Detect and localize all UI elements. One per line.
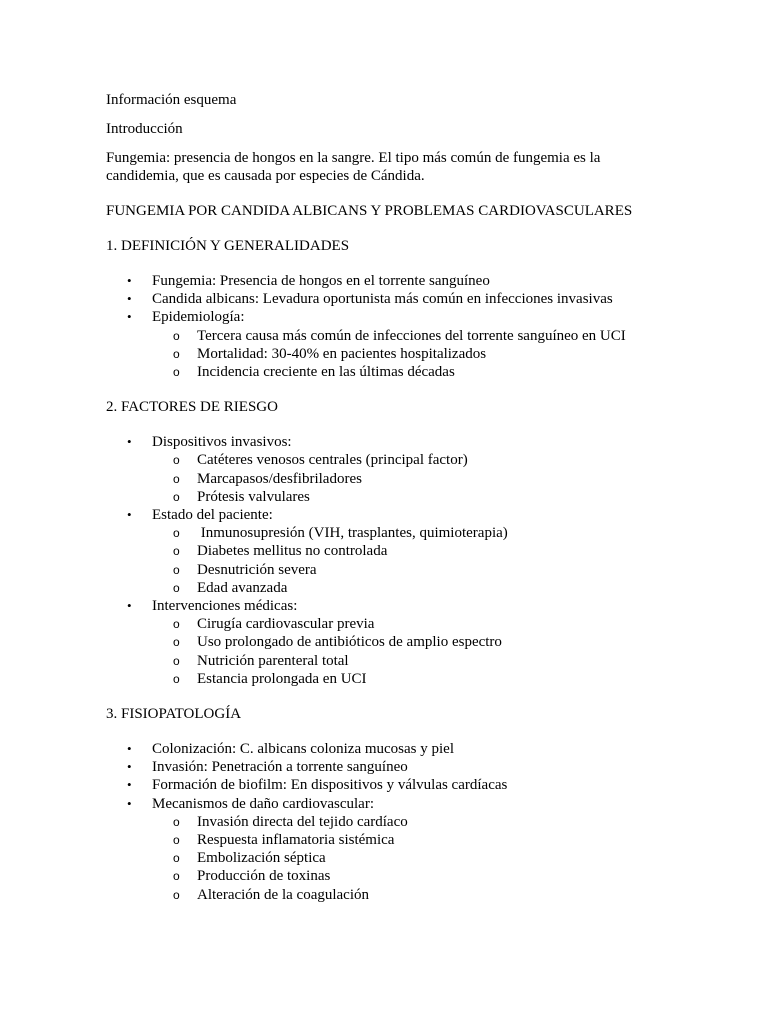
sub-list-item-text: Nutrición parenteral total xyxy=(197,652,349,669)
sub-list-item-text: Desnutrición severa xyxy=(197,561,317,578)
bullet-list xyxy=(106,272,768,381)
bullet-icon: • xyxy=(127,598,132,614)
sub-bullet-icon: o xyxy=(173,653,180,668)
sub-bullet-icon: o xyxy=(173,365,180,380)
sub-bullet-icon: o xyxy=(173,526,180,541)
sub-bullet-icon: o xyxy=(173,814,180,829)
sub-bullet-list xyxy=(152,451,768,506)
sub-bullet-icon: o xyxy=(173,887,180,902)
sub-list-item xyxy=(152,670,768,688)
sub-list-item-text: Producción de toxinas xyxy=(197,868,331,885)
list-item-text: Intervenciones médicas: xyxy=(152,598,298,615)
list-item xyxy=(106,597,768,688)
section-heading: 2. FACTORES DE RIESGO xyxy=(106,399,278,416)
sub-list-item xyxy=(152,345,768,363)
sub-list-item xyxy=(152,524,768,542)
main-title: FUNGEMIA POR CANDIDA ALBICANS Y PROBLEMAS CARDIOVASCULARES xyxy=(106,203,633,219)
sub-list-item xyxy=(152,470,768,488)
sub-list-item xyxy=(152,886,768,904)
list-item xyxy=(106,758,768,776)
sub-bullet-icon: o xyxy=(173,328,180,343)
sub-list-item-text: Invasión directa del tejido cardíaco xyxy=(197,813,408,830)
sub-list-item-text: Incidencia creciente en las últimas décadas xyxy=(197,364,455,381)
sub-bullet-icon: o xyxy=(173,346,180,361)
list-item xyxy=(106,795,768,904)
intro-heading: Introducción xyxy=(106,121,183,137)
list-item-text: Candida albicans: Levadura oportunista más común en infecciones invasivas xyxy=(152,291,613,308)
sub-list-item xyxy=(152,652,768,670)
sub-bullet-icon: o xyxy=(173,869,180,884)
list-item-text: Estado del paciente: xyxy=(152,507,273,524)
bullet-list xyxy=(106,740,768,904)
list-item xyxy=(106,506,768,597)
sub-list-item xyxy=(152,831,768,849)
sub-list-item-text: Marcapasos/desfibriladores xyxy=(197,470,362,487)
list-item-text: Colonización: C. albicans coloniza mucosas y piel xyxy=(152,741,455,758)
sub-bullet-icon: o xyxy=(173,617,180,632)
bullet-icon: • xyxy=(127,434,132,450)
sub-list-item xyxy=(152,488,768,506)
list-item-text: Formación de biofilm: En dispositivos y válvulas cardíacas xyxy=(152,777,508,794)
list-item-text: Invasión: Penetración a torrente sanguíneo xyxy=(152,759,408,776)
sub-bullet-list xyxy=(152,524,768,597)
sub-list-item xyxy=(152,451,768,469)
list-item-text: Mecanismos de daño cardiovascular: xyxy=(152,795,375,812)
bullet-icon: • xyxy=(127,507,132,523)
sub-list-item xyxy=(152,561,768,579)
sub-bullet-icon: o xyxy=(173,562,180,577)
intro-paragraph xyxy=(106,149,626,185)
intro-text: presencia de hongos en la sangre. El tipo más común de fungemia es la candidemia, que es causada por especies de Cándida. xyxy=(106,150,601,184)
sub-list-item xyxy=(152,327,768,345)
sub-bullet-icon: o xyxy=(173,489,180,504)
sub-list-item xyxy=(152,363,768,381)
sub-bullet-list xyxy=(152,813,768,904)
sub-list-item-text: Inmunosupresión (VIH, trasplantes, quimioterapia) xyxy=(197,525,508,542)
list-item-text: Fungemia: Presencia de hongos en el torrente sanguíneo xyxy=(152,273,490,289)
sub-list-item-text: Mortalidad: 30-40% en pacientes hospitalizados xyxy=(197,345,487,362)
sub-bullet-list xyxy=(152,327,768,382)
bullet-icon: • xyxy=(127,291,132,307)
sub-list-item-text: Tercera causa más común de infecciones del torrente sanguíneo en UCI xyxy=(197,327,626,344)
list-item xyxy=(106,272,768,290)
sub-list-item xyxy=(152,633,768,651)
sub-bullet-icon: o xyxy=(173,833,180,848)
sub-bullet-icon: o xyxy=(173,635,180,650)
sub-bullet-icon: o xyxy=(173,580,180,595)
sub-bullet-list xyxy=(152,615,768,688)
sub-bullet-icon: o xyxy=(173,544,180,559)
sub-list-item xyxy=(152,579,768,597)
sub-list-item xyxy=(152,867,768,885)
sub-bullet-icon: o xyxy=(173,851,180,866)
list-item xyxy=(106,433,768,506)
list-item xyxy=(106,290,768,308)
bullet-list xyxy=(106,433,768,688)
sub-list-item-text: Edad avanzada xyxy=(197,579,288,596)
sub-list-item-text: Uso prolongado de antibióticos de amplio espectro xyxy=(197,634,502,651)
sub-bullet-icon: o xyxy=(173,453,180,468)
header-title: Información esquema xyxy=(106,92,237,108)
sub-list-item-text: Diabetes mellitus no controlada xyxy=(197,543,388,560)
sub-list-item-text: Prótesis valvulares xyxy=(197,488,310,505)
sub-list-item-text: Cirugía cardiovascular previa xyxy=(197,616,375,633)
sub-bullet-icon: o xyxy=(173,471,180,486)
list-item xyxy=(106,776,768,794)
list-item xyxy=(106,740,768,758)
sub-bullet-icon: o xyxy=(173,671,180,686)
list-item xyxy=(106,308,768,381)
intro-term: Fungemia: xyxy=(106,150,171,166)
sub-list-item-text: Estancia prolongada en UCI xyxy=(197,670,367,687)
bullet-icon: • xyxy=(127,795,132,811)
sub-list-item-text: Catéteres venosos centrales (principal factor) xyxy=(197,452,468,469)
bullet-icon: • xyxy=(127,777,132,793)
sections-container xyxy=(106,237,768,904)
bullet-icon: • xyxy=(127,759,132,775)
section-heading: 3. FISIOPATOLOGÍA xyxy=(106,706,242,723)
sub-list-item xyxy=(152,849,768,867)
sub-list-item-text: Respuesta inflamatoria sistémica xyxy=(197,832,395,849)
list-item-text: Epidemiología: xyxy=(152,309,245,326)
bullet-icon: • xyxy=(127,309,132,325)
bullet-icon: • xyxy=(127,273,132,288)
sub-list-item xyxy=(152,542,768,560)
sub-list-item xyxy=(152,615,768,633)
list-item-text: Dispositivos invasivos: xyxy=(152,434,292,451)
sub-list-item-text: Alteración de la coagulación xyxy=(197,886,370,903)
section-heading: 1. DEFINICIÓN Y GENERALIDADES xyxy=(106,238,350,254)
sub-list-item xyxy=(152,813,768,831)
sub-list-item-text: Embolización séptica xyxy=(197,850,326,867)
bullet-icon: • xyxy=(127,741,132,757)
